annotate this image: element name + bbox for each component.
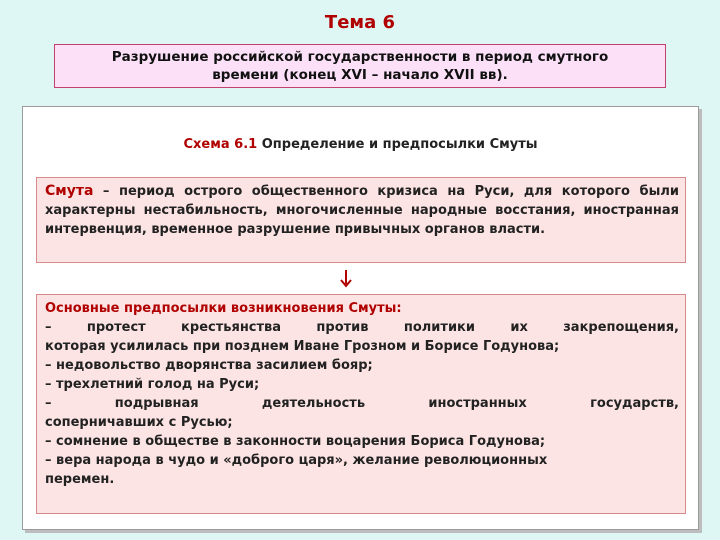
causes-title: Основные предпосылки возникновения Смуты:	[45, 301, 402, 316]
causes-item: – протест крестьянства против политики их закрепощения,	[45, 320, 679, 335]
causes-item: перемен.	[45, 472, 115, 487]
scheme-number: Схема 6.1	[183, 137, 258, 152]
subtitle-line-1: Разрушение российской государственности в период смутного	[111, 49, 609, 65]
causes-item: – недовольство дворянства засилием бояр;	[45, 358, 373, 373]
definition-box	[36, 177, 686, 263]
down-arrow-icon	[339, 270, 353, 288]
causes-item: – трехлетний голод на Руси;	[45, 377, 260, 392]
causes-item: – подрывная деятельность иностранных государств,	[45, 396, 679, 411]
definition-text: – период острого общественного кризиса на Руси, для которого были характерны нестабильность, многочисленные народные восстания, иностранная интервенция, временное разрушение привычных органов власти.	[45, 184, 679, 237]
scheme-caption-text: Определение и предпосылки Смуты	[257, 137, 538, 152]
subtitle-box	[54, 44, 666, 88]
causes-item: – сомнение в обществе в законности воцарения Бориса Годунова;	[45, 434, 546, 449]
subtitle-line-2: времени (конец XVI – начало XVII вв).	[212, 67, 508, 83]
topic-title: Тема 6	[324, 12, 396, 33]
scheme-panel	[22, 106, 699, 530]
causes-item: соперничавших с Русью;	[45, 415, 233, 430]
causes-item: которая усилилась при позднем Иване Грозном и Борисе Годунова;	[45, 339, 560, 354]
causes-item: – вера народа в чудо и «доброго царя», желание революционных	[45, 453, 548, 468]
causes-box	[36, 294, 686, 514]
definition-term: Смута	[45, 183, 94, 199]
scheme-caption	[23, 137, 698, 152]
